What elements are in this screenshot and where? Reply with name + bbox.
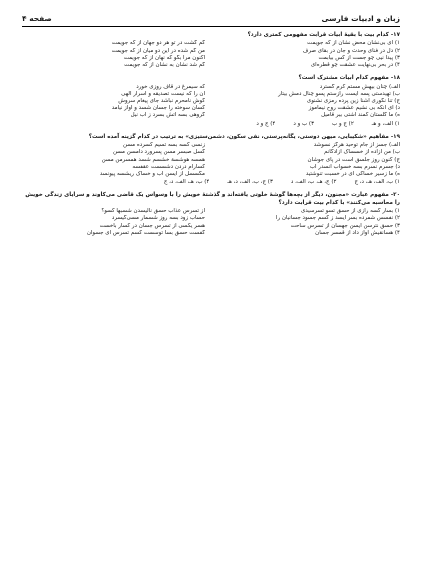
q18-verse-a-1: الف) چنان بیهش مستم کرم گسترد	[319, 83, 400, 90]
q17-option-2-b: من گم شده در این دو میان از که جویمت	[111, 47, 205, 54]
question-18	[22, 75, 400, 128]
q18-answer-4[interactable]: ۴) ج و د	[256, 120, 276, 127]
question-18-answers	[22, 121, 400, 128]
question-17-title: ۱۷- کدام بیت با بقیهٔ ابیات قرابت مفهومی کمتری دارد؟	[247, 32, 400, 38]
q17-option-4-a[interactable]: ۴) در بحر بی‌نهایت عشقت چو قطره‌ای	[310, 62, 400, 69]
question-18-title: ۱۸- مفهوم کدام ابیات مشترک است؟	[298, 75, 400, 82]
q19-verse-b-2: گسل صبسر مسن پسرورد دامسن مسن	[112, 149, 205, 156]
q17-option-3-a[interactable]: ۳) پیدا نیی چو جست از کس بیابمت	[318, 54, 400, 61]
q19-answer-2[interactable]: ۲) ج، هـ، ب، الف، د	[290, 179, 337, 186]
q19-verse-e-2: مگسسل از ایسن آب و خساک ریشسه پیونسد	[99, 171, 205, 178]
q19-verse-c-2: همسه هوشسة خشسم شسد همسرمن مسن	[101, 156, 205, 163]
q20-option-3-b: هسر یکسی از تسرس جسان در کسار باخست	[99, 222, 205, 229]
q19-verse-d-2: کسارام دردن دشسست عقفسه	[132, 163, 205, 170]
q19-answer-3[interactable]: ۳) ج، ب، الف، د، هـ	[227, 179, 273, 186]
question-20-options	[22, 208, 400, 237]
question-20-title: ۲۰- مفهوم عبارت «مجنون، دیگر از بچه‌ها گوشهٔ خلوتی یافته‌اند و گذشتهٔ خویش را با وسواس یک قاضی می‌کاوند و سرایای زندگی خویش را محاسبه می‌کنند» با کدام بیت قرابت دارد؟	[25, 192, 400, 206]
q20-option-4-a[interactable]: ۴) هسانقیش آواز داد از قمسر جسان	[315, 229, 400, 236]
q18-answer-2[interactable]: ۲) ج و ب	[332, 120, 354, 127]
header-title: زبان و ادبیات فارسی	[321, 13, 400, 23]
q19-verse-e-1: ه) ما زسیر خساکی ای در خسبت تنوشتید	[305, 171, 400, 178]
questions-content	[22, 32, 400, 239]
q20-option-1-b: از تسرس عذاب حسق نالیسدن شسبها کسو؟	[101, 208, 205, 215]
q18-verse-a-2: که سیمرغ در قاف روزی خورد	[136, 83, 205, 90]
q18-verse-c-2: گوش نامحرم نباشد جای پیغام سروش	[118, 98, 205, 105]
q18-verse-d-1: د) ای آنکه بی نشیم عشقت روح نیماموز	[308, 105, 400, 112]
question-17-options	[22, 40, 400, 69]
q18-verse-b-1: ب) تهیدستی پسه ایست رازستم پسو چنال دمش بیتار	[278, 90, 400, 97]
question-18-verses	[22, 84, 400, 120]
q20-option-2-a[interactable]: ۲) نفسس شمرده بسر آیسد ز کسم جسود جسانیان را	[275, 215, 400, 222]
q18-answer-1[interactable]: ۱) الف، و هـ	[371, 120, 400, 127]
q18-verse-c-1: ج) تنا نگوری آشنا زین پرده رمزی نشنوی	[306, 98, 400, 105]
header-divider	[22, 26, 400, 27]
question-19-title: ۱۹- مفاهیم «شکیبایی، میهن دوستی، یگانه‌پرستی، نفی سکون، دشمن‌ستیزی» به ترتیب در کدام گزینه آمده است؟	[88, 133, 400, 140]
q19-verse-a-2: زنسی کسه بسه تسیم کسرده مسن	[123, 142, 205, 149]
header-page-number: صفحه ۴	[22, 13, 52, 23]
q17-option-2-a[interactable]: ۲) دل در فنای وحدت و جان در بقای صرف	[302, 47, 400, 54]
q17-option-1-a[interactable]: ۱) ای بی‌نشان محض نشان از که جویمت	[307, 40, 400, 47]
question-19-verses	[22, 142, 400, 178]
q20-option-4-b: گفست حسق بسا توسست کسم تسرس ای جسوان	[86, 229, 205, 236]
question-19	[22, 134, 400, 187]
q19-answer-1[interactable]: ۱) ب، الف، هـ، د، ج	[354, 179, 400, 186]
q17-option-3-b: اکنون مرا بگو که نهان از که جویمت	[123, 54, 205, 61]
q19-verse-b-1: ب) من آزاده از خسساک آزادگانم	[324, 149, 400, 156]
q20-option-2-b: حساب زود بسه روز شسمار مسی‌گیسرد	[111, 215, 205, 222]
question-20	[22, 192, 400, 237]
q17-option-1-b: گم گشت در تو هر دو جهان از که جویمت	[111, 40, 205, 47]
q18-verse-e-1: ه) ما گلستان کمند آشتی بیر قامیل	[321, 112, 400, 119]
question-17	[22, 32, 400, 69]
q20-option-1-a[interactable]: ۱) بسار گسه رازی از حسق تسو تسرسیدی	[300, 208, 400, 215]
q17-option-4-b: گم شد نشان به نشان از که جویمت	[124, 62, 205, 69]
q20-option-3-a[interactable]: ۳) حسق نترسن ایسن جهسان از تسرس ساحت	[290, 222, 400, 229]
q18-verse-e-2: گروهی بسه آتش بسرد ز آب نیل	[130, 112, 205, 119]
q18-verse-d-2: کسان سوخته را جسان شسد و آواز نیامد	[111, 105, 205, 112]
q18-answer-3[interactable]: ۳) ب و د	[293, 120, 315, 127]
page-header	[22, 12, 400, 24]
q19-verse-a-1: الف) جسز از جام توحید هرگز نسوشد	[313, 142, 400, 149]
q19-verse-d-1: د) جسرم نسرم بسه خسواب انسدر آب	[309, 163, 400, 170]
q19-answer-4[interactable]: ۴) ب، هـ، الف، د، ج	[163, 179, 210, 186]
q18-verse-b-2: آن را که نیست تصدیقه و اسرار الهی	[121, 90, 205, 97]
question-19-answers	[22, 179, 400, 186]
q19-verse-c-1: ج) کنون روز جلسق است در پای جوشان	[307, 156, 400, 163]
